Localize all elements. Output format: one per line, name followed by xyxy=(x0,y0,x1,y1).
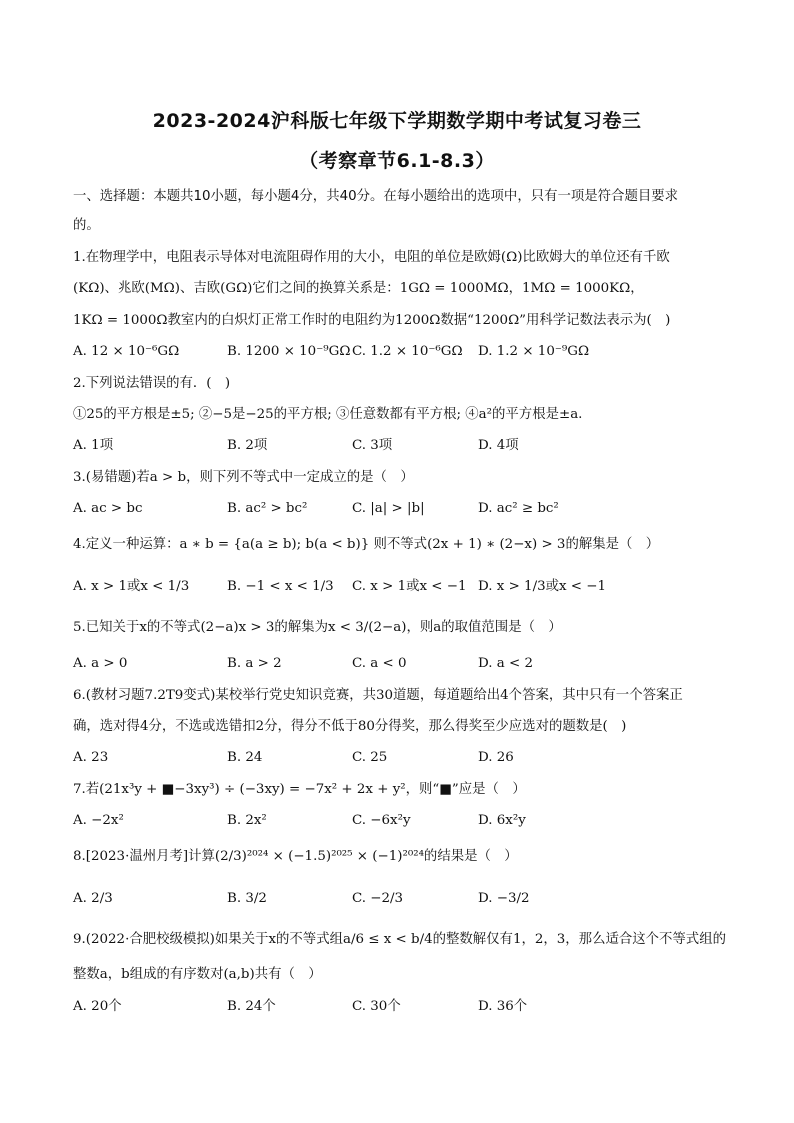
q2-option-d: D. 4项 xyxy=(478,438,519,453)
q8-option-c: C. −2/3 xyxy=(352,891,404,906)
q6-option-d: D. 26 xyxy=(478,750,514,765)
q7-text: 7.若(21x³y + ■−3xy³) ÷ (−3xy) = −7x² + 2x + y²，则“■”应是（ ） xyxy=(73,782,526,797)
q1-text: 1.在物理学中，电阻表示导体对电流阻碍作用的大小，电阻的单位是欧姆(Ω)比欧姆大的单位还有千欧 xyxy=(73,250,670,265)
q4-option-b: B. −1 < x < 1/3 xyxy=(227,579,334,594)
q3-option-c: C. |a| > |b| xyxy=(352,501,425,516)
q8-option-d: D. −3/2 xyxy=(478,891,530,906)
q5-option-d: D. a < 2 xyxy=(478,656,534,671)
q4-option-a: A. x > 1或x < 1/3 xyxy=(73,579,190,594)
q4-text: 4.定义一种运算：a ∗ b = {a(a ≥ b); b(a < b)} 则不等式(2x + 1) ∗ (2−x) > 3的解集是（ ） xyxy=(73,537,660,552)
q9-text: 9.(2022·合肥校级模拟)如果关于x的不等式组a/6 ≤ x < b/4的整数解仅有1，2，3，那么适合这个不等式组的 xyxy=(73,932,726,947)
q8-option-b: B. 3/2 xyxy=(227,891,267,906)
q1-option-c: C. 1.2 × 10⁻⁶GΩ xyxy=(352,344,463,359)
q7-option-c: C. −6x²y xyxy=(352,813,411,828)
q2-option-b: B. 2项 xyxy=(227,438,268,453)
q8-option-a: A. 2/3 xyxy=(73,891,113,906)
section-heading-cont: 的。 xyxy=(73,218,100,233)
page-subtitle: （考察章节6.1-8.3） xyxy=(299,150,495,172)
q2-statements: ①25的平方根是±5; ②−5是−25的平方根; ③任意数都有平方根; ④a²的平方根是±a. xyxy=(73,407,583,422)
q1-text-2: (KΩ)、兆欧(MΩ)、吉欧(GΩ)它们之间的换算关系是：1GΩ = 1000MΩ，1MΩ = 1000KΩ， xyxy=(73,281,644,296)
q2-option-a: A. 1项 xyxy=(73,438,114,453)
page-title: 2023-2024沪科版七年级下学期数学期中考试复习卷三 xyxy=(152,110,642,132)
q6-text-2: 确，选对得4分，不选或选错扣2分，得分不低于80分得奖，那么得奖至少应选对的题数是( ) xyxy=(73,719,627,734)
q2-text: 2.下列说法错误的有．( ) xyxy=(73,376,231,391)
section-heading: 一、选择题：本题共10小题，每小题4分，共40分。在每小题给出的选项中，只有一项是符合题目要求 xyxy=(73,189,679,204)
q3-text: 3.(易错题)若a > b，则下列不等式中一定成立的是（ ） xyxy=(73,470,414,485)
q6-option-b: B. 24 xyxy=(227,750,263,765)
q1-option-d: D. 1.2 × 10⁻⁹GΩ xyxy=(478,344,590,359)
q7-option-b: B. 2x² xyxy=(227,813,267,828)
q7-option-d: D. 6x²y xyxy=(478,813,526,828)
q2-option-c: C. 3项 xyxy=(352,438,393,453)
q3-option-b: B. ac² > bc² xyxy=(227,501,308,516)
q4-option-d: D. x > 1/3或x < −1 xyxy=(478,579,607,594)
q1-option-b: B. 1200 × 10⁻⁹GΩ xyxy=(227,344,351,359)
q9-option-a: A. 20个 xyxy=(73,999,122,1014)
q1-text-3: 1KΩ = 1000Ω教室内的白炽灯正常工作时的电阻约为1200Ω数据“1200Ω”用科学记数法表示为( ) xyxy=(73,313,671,328)
q5-option-b: B. a > 2 xyxy=(227,656,282,671)
q9-option-c: C. 30个 xyxy=(352,999,401,1014)
q3-option-a: A. ac > bc xyxy=(73,501,143,516)
q9-option-d: D. 36个 xyxy=(478,999,528,1014)
q7-option-a: A. −2x² xyxy=(73,813,124,828)
q6-option-a: A. 23 xyxy=(73,750,109,765)
q5-text: 5.已知关于x的不等式(2−a)x > 3的解集为x < 3/(2−a)，则a的取值范围是（ ） xyxy=(73,620,562,635)
q5-option-a: A. a > 0 xyxy=(73,656,128,671)
q5-option-c: C. a < 0 xyxy=(352,656,407,671)
q3-option-d: D. ac² ≥ bc² xyxy=(478,501,559,516)
q4-option-c: C. x > 1或x < −1 xyxy=(352,579,467,594)
q6-option-c: C. 25 xyxy=(352,750,388,765)
q9-text-2: 整数a，b组成的有序数对(a,b)共有（ ） xyxy=(73,967,322,982)
q1-option-a: A. 12 × 10⁻⁶GΩ xyxy=(73,344,180,359)
q6-text: 6.(教材习题7.2T9变式)某校举行党史知识竞赛，共30道题，每道题给出4个答案，其中只有一个答案正 xyxy=(73,688,683,703)
q8-text: 8.[2023·温州月考]计算(2/3)²⁰²⁴ × (−1.5)²⁰²⁵ × (−1)²⁰²⁴的结果是（ ） xyxy=(73,849,518,864)
q9-option-b: B. 24个 xyxy=(227,999,276,1014)
